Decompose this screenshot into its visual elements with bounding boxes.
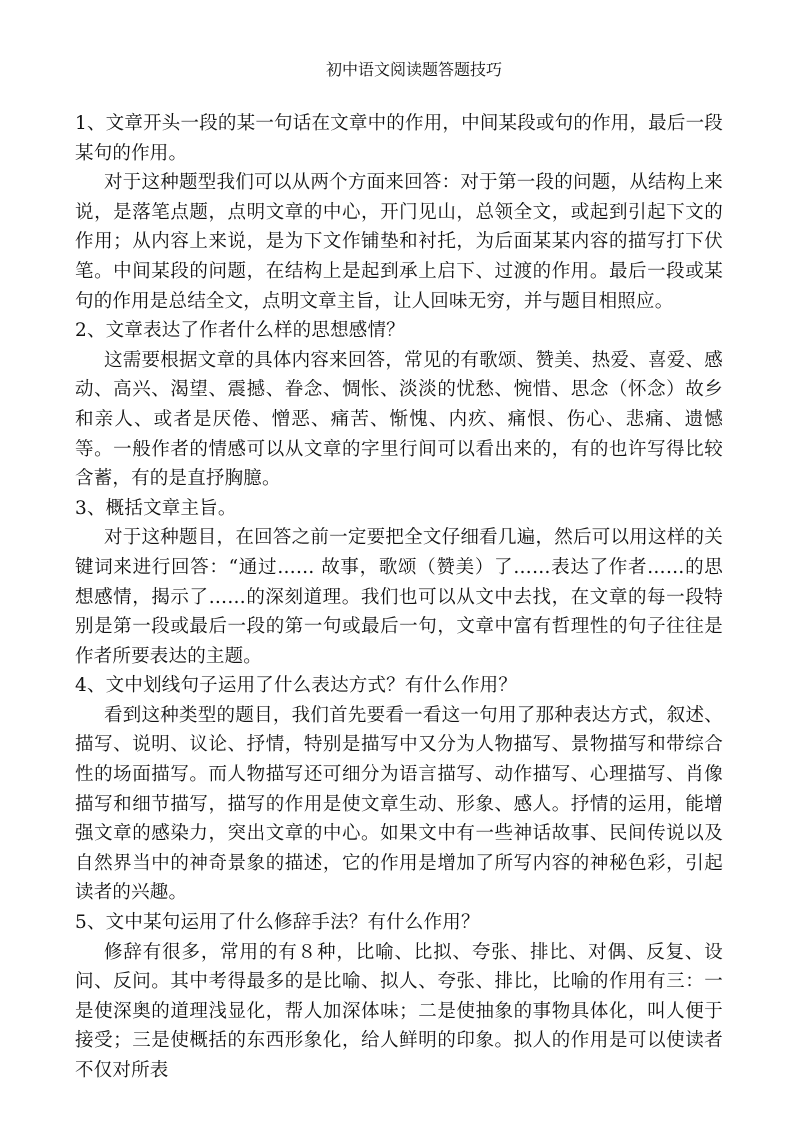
answer-paragraph: 看到这种类型的题目，我们首先要看一看这一句用了那种表达方式，叙述、描写、说明、议论、抒情，特别是描写中又分为人物描写、景物描写和带综合性的场面描写。而人物描写还可细分为语言描写、动作描写、心理描写、肖像描写和细节描写，描写的作用是使文章生动、形象、感人。抒情的运用，能增强文章的感染力，突出文章的中心。如果文中有一些神话故事、民间传说以及自然界当中的神奇景象的描述，它的作用是增加了所写内容的神秘色彩，引起读者的兴趣。 xyxy=(75,704,723,904)
question-heading: 1、文章开头一段的某一句话在文章中的作用，中间某段或句的作用，最后一段某句的作用。 xyxy=(75,113,723,164)
document-title: 初中语文阅读题答题技巧 xyxy=(325,60,502,79)
answer-paragraph: 这需要根据文章的具体内容来回答，常见的有歌颂、赞美、热爱、喜爱、感动、高兴、渴望、震撼、眷念、惆怅、淡淡的忧愁、惋惜、思念（怀念）故乡和亲人、或者是厌倦、憎恶、痛苦、惭愧、内疚、痛恨、伤心、悲痛、遗憾等。一般作者的情感可以从文章的字里行间可以看出来的，有的也许写得比较含蓄，有的是直抒胸臆。 xyxy=(75,349,723,490)
answer-paragraph: 对于这种题目，在回答之前一定要把全文仔细看几遍，然后可以用这样的关键词来进行回答：“通过…… 故事，歌颂（赞美）了……表达了作者……的思想感情，揭示了……的深刻道理。我们也可以从文中去找，在文章的每一段特别是第一段或最后一段的第一句或最后一句，文章中富有哲理性的句子往往是作者所要表达的主题。 xyxy=(75,527,723,667)
question-heading: 2、文章表达了作者什么样的思想感情？ xyxy=(75,320,405,342)
answer-paragraph: 对于这种题型我们可以从两个方面来回答：对于第一段的问题，从结构上来说，是落笔点题，点明文章的中心，开门见山，总领全文，或起到引起下文的作用；从内容上来说，是为下文作铺垫和衬托，为后面某某内容的描写打下伏笔。中间某段的问题，在结构上是起到承上启下、过渡的作用。最后一段或某句的作用是总结全文，点明文章主旨，让人回味无穷，并与题目相照应。 xyxy=(75,172,723,312)
section-1 xyxy=(75,109,723,316)
section-3 xyxy=(75,494,723,672)
section-5 xyxy=(75,908,723,1086)
question-heading: 5、文中某句运用了什么修辞手法？有什么作用？ xyxy=(75,912,480,934)
question-heading: 3、概括文章主旨。 xyxy=(75,497,237,519)
section-2 xyxy=(75,316,723,494)
document-page xyxy=(75,58,723,1086)
section-4 xyxy=(75,671,723,908)
question-heading: 4、文中划线句子运用了什么表达方式？有什么作用？ xyxy=(75,675,518,697)
answer-paragraph: 修辞有很多，常用的有８种，比喻、比拟、夸张、排比、对偶、反复、设问、反问。其中考得最多的是比喻、拟人、夸张、排比，比喻的作用有三：一是使深奥的道理浅显化，帮人加深体味；二是使抽象的事物具体化，叫人便于接受；三是使概括的东西形象化，给人鲜明的印象。拟人的作用是可以使读者不仅对所表 xyxy=(75,941,723,1081)
